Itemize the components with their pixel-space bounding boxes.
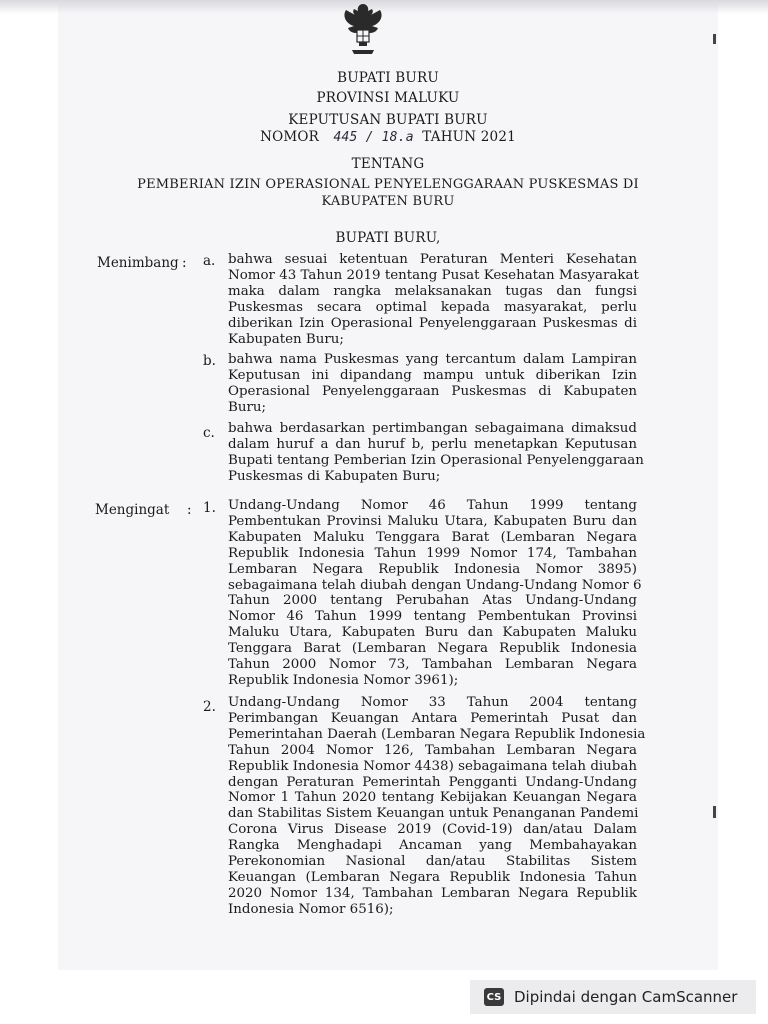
text-line: dengan Peraturan Pemerintah Pengganti Undang-Undang [228,774,637,790]
text-line: Nomor 46 Tahun 1999 tentang Pembentukan Provinsi [228,609,637,625]
text-line: Buru; [228,399,267,415]
text-line: Rangka Menghadapi Ancaman yang Membahayakan [228,838,637,854]
text-line: dan Stabilitas Sistem Keuangan untuk Penanganan Pandemi [228,806,639,822]
text-line: Pemerintahan Daerah (Lembaran Negara Republik Indonesia [228,726,646,742]
text-line: Tahun 2004 Nomor 126, Tambahan Lembaran Negara [228,742,637,758]
text-line: Nomor 43 Tahun 2019 tentang Pusat Kesehatan Masyarakat [228,267,639,283]
camscanner-watermark [470,980,756,1014]
text-line: maka dalam rangka melaksanakan tugas dan fungsi [228,283,637,299]
list-item [228,695,646,918]
text-line: Republik Indonesia Nomor 4438) sebagaimana telah diubah [228,758,637,774]
header-title: BUPATI BURU [337,70,439,86]
text-line: Tenggara Barat (Lembaran Negara Republik Indonesia [228,641,637,657]
text-line: Nomor 1 Tahun 2020 tentang Kebijakan Keuangan Negara [228,790,637,806]
scan-mark [713,34,716,44]
text-line: bahwa sesuai ketentuan Peraturan Menteri Kesehatan [228,252,637,267]
watermark-text: Dipindai dengan CamScanner [514,988,738,1006]
text-line: bahwa berdasarkan pertimbangan sebagaimana dimaksud [228,421,637,436]
text-line: Bupati tentang Pemberian Izin Operasional Penyelenggaraan [228,452,644,468]
nomor-handwritten-value: 445 / 18.a [333,130,414,145]
text-line: Republik Indonesia Nomor 3961); [228,672,459,688]
scan-mark [713,806,716,818]
text-line: Kabupaten Buru; [228,331,344,347]
item-marker: a. [203,253,216,269]
text-line: Perimbangan Keuangan Antara Pemerintah Pusat dan [228,710,637,726]
text-line: Undang-Undang Nomor 46 Tahun 1999 tentang [228,498,637,513]
text-line: diberikan Izin Operasional Penyelenggaraan Puskesmas di [228,315,637,331]
subject-line-2: KABUPATEN BURU [321,194,455,209]
text-line: Tahun 2000 tentang Perubahan Atas Undang-Undang [228,593,637,609]
text-line: Perekonomian Nasional dan/atau Stabilitas Sistem [228,854,637,870]
text-line: Tahun 2000 Nomor 73, Tambahan Lembaran Negara [228,657,637,673]
garuda-emblem-icon [332,0,394,56]
mengingat-colon: : [187,502,192,518]
header-province: PROVINSI MALUKU [316,90,460,106]
text-line: Indonesia Nomor 6516); [228,901,394,917]
text-line: Corona Virus Disease 2019 (Covid-19) dan/atau Dalam [228,822,637,838]
text-line: bahwa nama Puskesmas yang tercantum dalam Lampiran [228,352,637,367]
text-line: Puskesmas secara optimal kepada masyarakat, perlu [228,299,637,315]
list-item [228,498,642,689]
item-marker: c. [203,425,215,441]
nomor-label: NOMOR [260,129,319,145]
camscanner-logo-icon: CS [484,988,504,1006]
mengingat-label: Mengingat [95,502,170,518]
text-line: Pembentukan Provinsi Maluku Utara, Kabupaten Buru dan [228,513,637,529]
item-marker: 2. [203,699,216,715]
text-line: Undang-Undang Nomor 33 Tahun 2004 tentang [228,695,637,710]
text-line: 2020 Nomor 134, Tambahan Lembaran Negara Republik [228,885,637,901]
text-line: Puskesmas di Kabupaten Buru; [228,468,441,484]
list-item [228,421,644,485]
text-line: Kabupaten Maluku Tenggara Barat (Lembaran Negara [228,529,637,545]
decree-title: KEPUTUSAN BUPATI BURU [288,112,488,128]
text-line: sebagaimana telah diubah dengan Undang-Undang Nomor 6 [228,577,642,593]
text-line: Lembaran Negara Republik Indonesia Nomor 3895) [228,561,637,577]
text-line: Keputusan ini dipandang mampu untuk diberikan Izin [228,367,637,383]
tahun-label: TAHUN 2021 [422,129,516,145]
text-line: dalam huruf a dan huruf b, perlu menetapkan Keputusan [228,436,637,452]
decree-number-line [58,129,718,145]
subject-line-1: PEMBERIAN IZIN OPERASIONAL PENYELENGGARAAN PUSKESMAS DI [137,177,639,192]
menimbang-colon: : [182,255,187,271]
item-marker: 1. [203,500,216,516]
menimbang-label: Menimbang [97,255,179,271]
text-line: Maluku Utara, Kabupaten Buru dan Kabupaten Maluku [228,625,637,641]
list-item [228,252,637,347]
tentang-label: TENTANG [351,156,425,172]
text-line: Keuangan (Lembaran Negara Republik Indonesia Tahun [228,869,637,885]
text-line: Republik Indonesia Tahun 1999 Nomor 174, Tambahan [228,545,637,561]
bupati-heading: BUPATI BURU, [335,230,441,246]
item-marker: b. [203,353,216,369]
list-item [228,352,637,416]
text-line: Operasional Penyelenggaraan Puskesmas di Kabupaten [228,383,637,399]
